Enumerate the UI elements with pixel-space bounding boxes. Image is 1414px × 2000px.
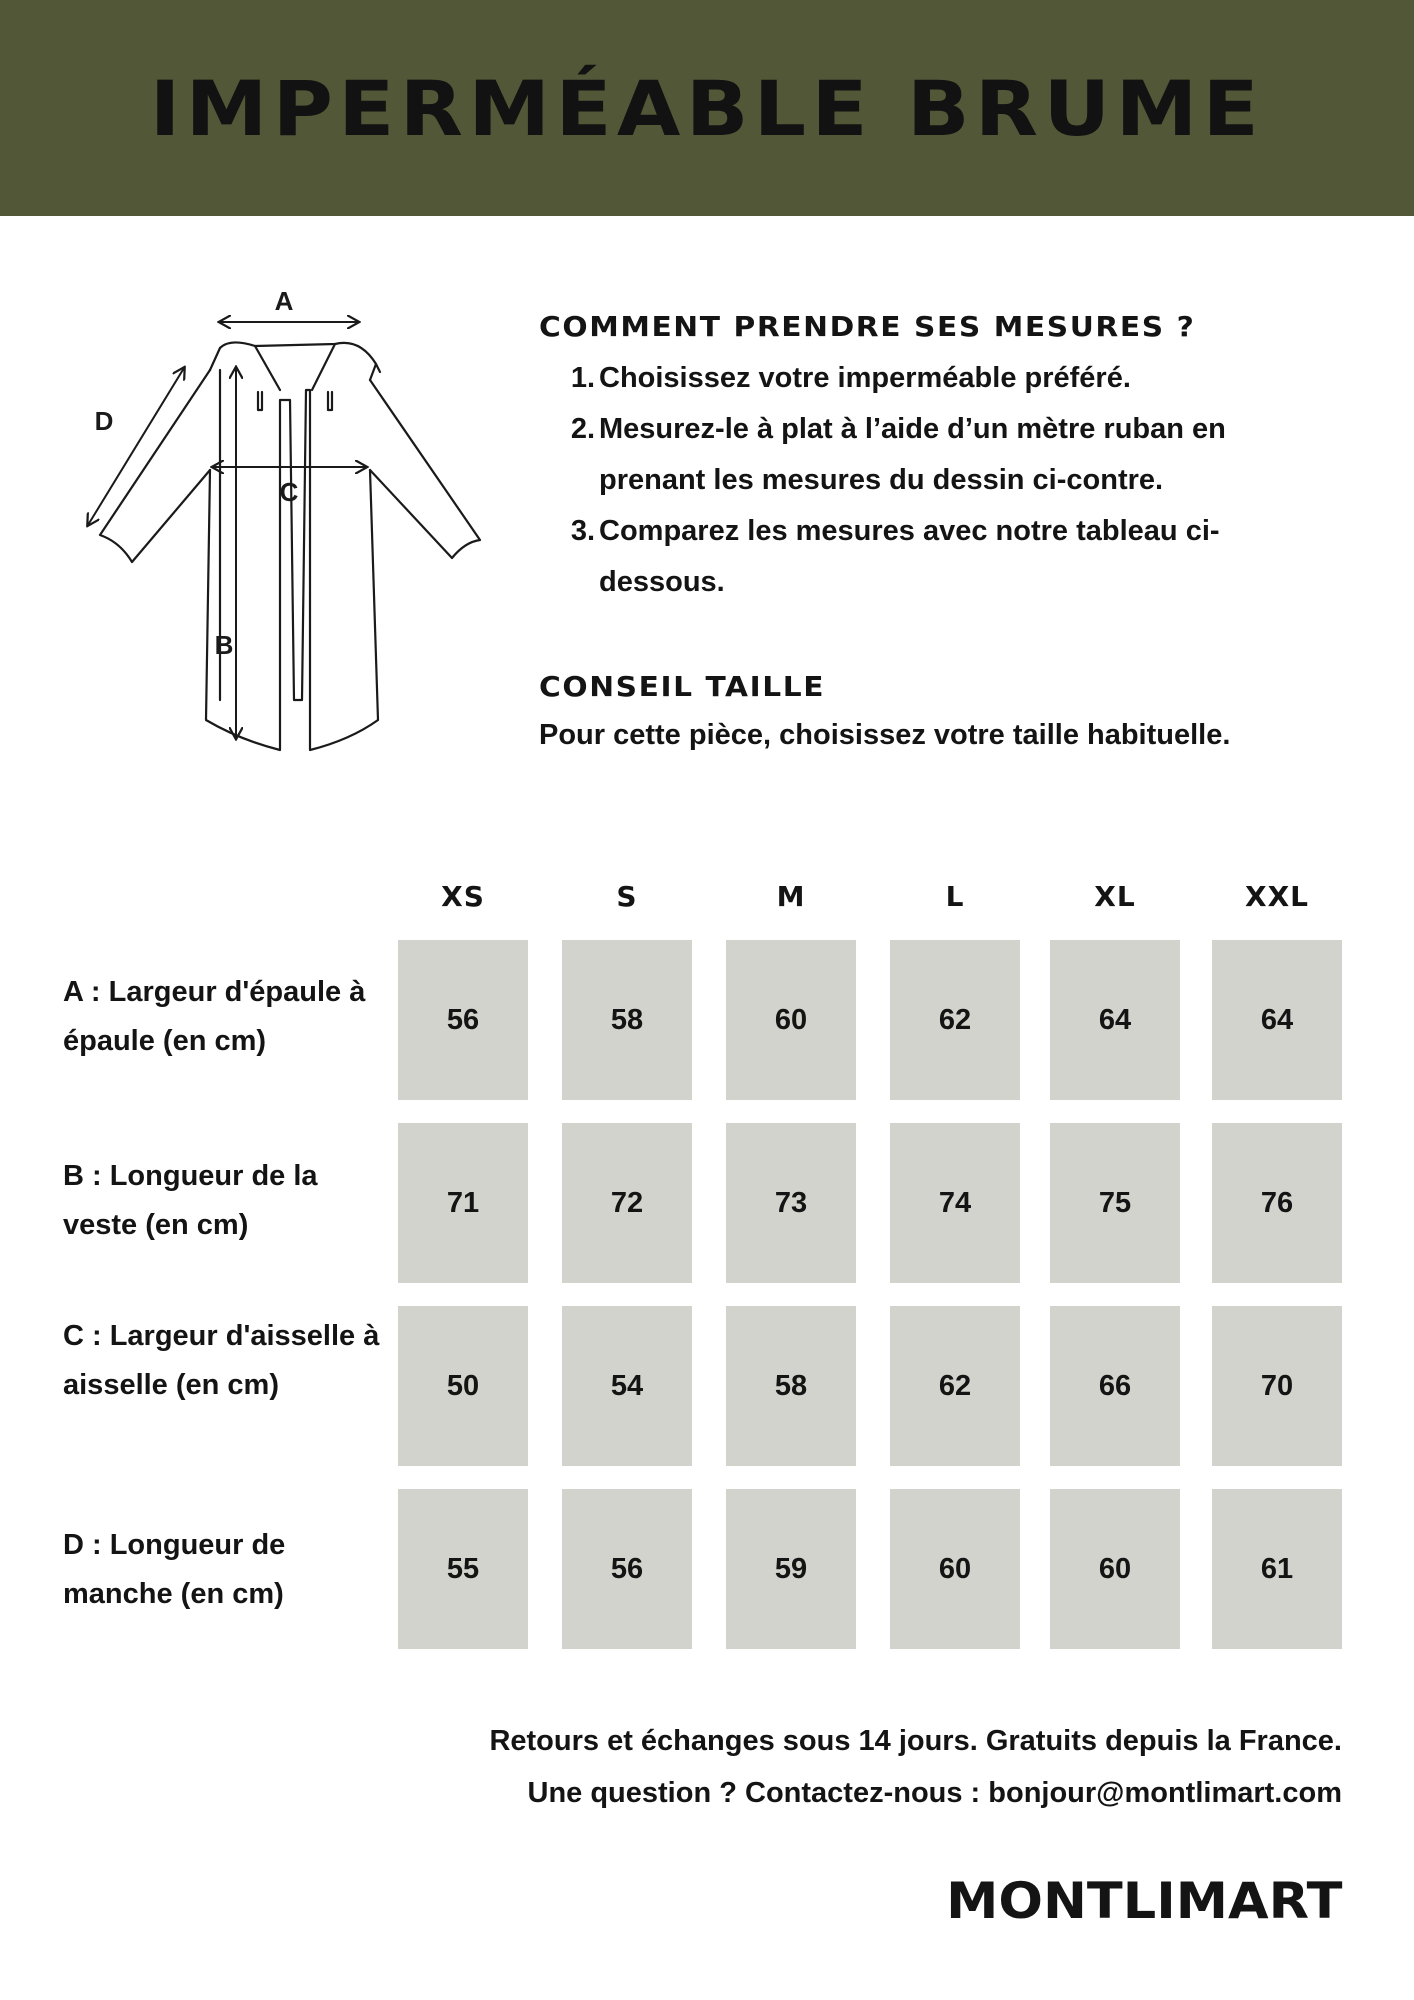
measurement-cell: 61: [1212, 1489, 1342, 1649]
page-title: IMPERMÉABLE BRUME: [149, 63, 1265, 153]
brand-logo: MONTLIMART: [945, 1872, 1342, 1930]
size-column-header: XL: [1094, 880, 1136, 913]
instructions-steps: [539, 353, 1339, 608]
measurement-row-label: C : Largeur d'aisselle à aisselle (en cm): [63, 1320, 380, 1401]
title-banner: [0, 0, 1414, 216]
measurement-row-label: D : Longueur de manche (en cm): [63, 1529, 286, 1610]
measurement-cell: 71: [398, 1123, 528, 1283]
size-column-header: S: [616, 880, 638, 913]
footer-note: [489, 1715, 1342, 1819]
measurement-cell: 73: [726, 1123, 856, 1283]
step-number: 3.: [570, 515, 595, 547]
step-item: [539, 353, 1339, 404]
size-column-header: XS: [441, 880, 485, 913]
measurement-cell: 62: [890, 1306, 1020, 1466]
measurement-cell: 56: [398, 940, 528, 1100]
measurement-instructions: [539, 310, 1339, 608]
size-column-header: L: [945, 880, 965, 913]
measurement-cell: 60: [1050, 1489, 1180, 1649]
advice-text: Pour cette pièce, choisissez votre taille habituelle.: [539, 719, 1231, 751]
label-a: A: [274, 286, 294, 316]
measurement-cell: 56: [562, 1489, 692, 1649]
measurement-cell: 64: [1212, 940, 1342, 1100]
advice-heading: CONSEIL TAILLE: [539, 670, 826, 703]
label-b: B: [214, 630, 234, 660]
measurement-cell: 70: [1212, 1306, 1342, 1466]
contact-line: Une question ? Contactez-nous : bonjour@montlimart.com: [527, 1777, 1342, 1809]
label-d: D: [94, 406, 114, 436]
measurement-cell: 76: [1212, 1123, 1342, 1283]
measurement-cell: 54: [562, 1306, 692, 1466]
measurement-cell: 72: [562, 1123, 692, 1283]
measurement-cell: 59: [726, 1489, 856, 1649]
measurement-cell: 74: [890, 1123, 1020, 1283]
size-column-header: M: [776, 880, 806, 913]
measurement-row-label: A : Largeur d'épaule à épaule (en cm): [63, 976, 366, 1057]
size-advice: [539, 670, 1359, 757]
label-c: C: [279, 477, 299, 507]
measurement-cell: 50: [398, 1306, 528, 1466]
step-text: Mesurez-le à plat à l’aide d’un mètre ruban en prenant les mesures du dessin ci-contre.: [599, 413, 1226, 496]
garment-diagram: [80, 280, 500, 760]
measurement-cell: 58: [726, 1306, 856, 1466]
measurement-cell: 66: [1050, 1306, 1180, 1466]
step-number: 2.: [570, 413, 595, 445]
returns-policy: Retours et échanges sous 14 jours. Gratuits depuis la France.: [489, 1725, 1342, 1757]
step-item: [539, 506, 1339, 608]
measurement-cell: 60: [726, 940, 856, 1100]
instructions-heading: COMMENT PRENDRE SES MESURES ?: [539, 310, 1196, 343]
raincoat-sketch: [80, 280, 500, 760]
measurement-cell: 62: [890, 940, 1020, 1100]
step-item: [539, 404, 1339, 506]
measurement-cell: 55: [398, 1489, 528, 1649]
size-column-header: XXL: [1244, 880, 1310, 913]
measurement-cell: 75: [1050, 1123, 1180, 1283]
step-text: Comparez les mesures avec notre tableau ci-dessous.: [599, 515, 1220, 598]
measurement-cell: 58: [562, 940, 692, 1100]
step-text: Choisissez votre imperméable préféré.: [599, 362, 1131, 394]
measurement-cell: 60: [890, 1489, 1020, 1649]
measurement-cell: 64: [1050, 940, 1180, 1100]
step-number: 1.: [570, 362, 595, 394]
measurement-row-label: B : Longueur de la veste (en cm): [63, 1160, 318, 1241]
